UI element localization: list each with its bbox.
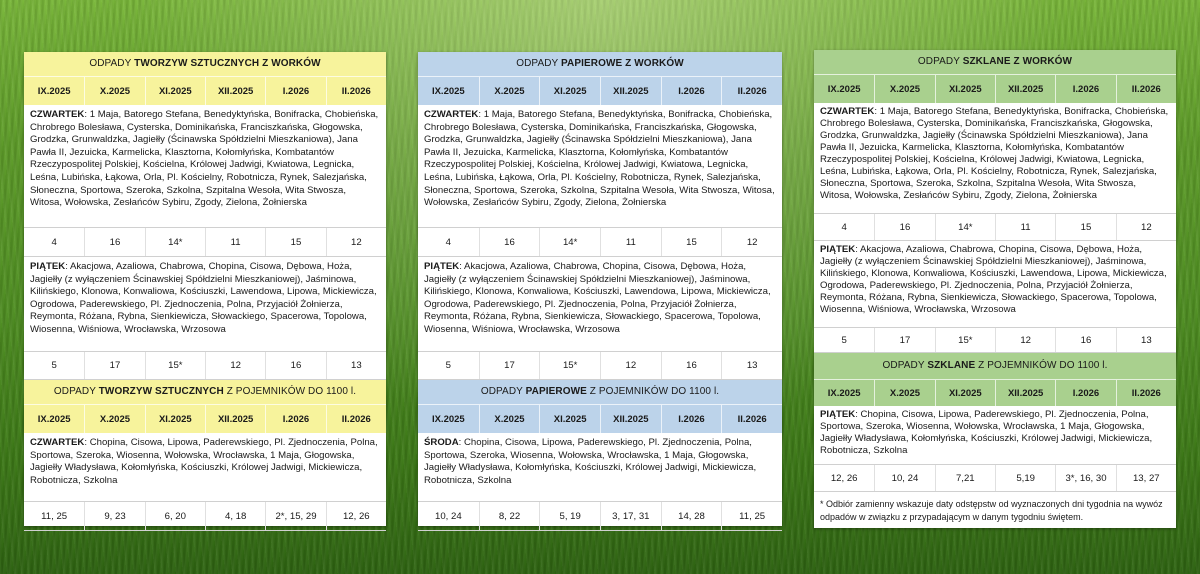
date-cell: 12, 26 bbox=[830, 472, 858, 484]
date-cell: 12 bbox=[1116, 214, 1176, 240]
date-cell: 11, 25 bbox=[721, 502, 782, 530]
month-header: II.2026 bbox=[1116, 75, 1176, 103]
month-header: IX.2025 bbox=[827, 387, 861, 399]
date-cell: 5, 19 bbox=[539, 502, 600, 530]
day-label: ŚRODA bbox=[424, 437, 459, 448]
month-header: II.2026 bbox=[326, 77, 386, 105]
thursday-streets bbox=[814, 103, 1176, 213]
date-cell: 12 bbox=[205, 352, 265, 379]
month-header: XII.2025 bbox=[600, 77, 661, 105]
dates-row bbox=[418, 351, 782, 380]
month-row bbox=[814, 379, 1176, 406]
date-cell: 10, 24 bbox=[874, 465, 934, 491]
date-cell: 5,19 bbox=[995, 465, 1055, 491]
friday-streets bbox=[418, 257, 782, 351]
month-header: IX.2025 bbox=[827, 83, 861, 95]
header-text: ODPADY bbox=[53, 386, 99, 397]
header-text: ODPADY bbox=[516, 58, 562, 69]
header-bold: TWORZYW SZTUCZNYCH Z WORKÓW bbox=[134, 58, 321, 69]
month-header: X.2025 bbox=[84, 77, 144, 105]
container-streets bbox=[418, 433, 782, 501]
month-header: IX.2025 bbox=[431, 85, 465, 97]
header-text: ODPADY bbox=[89, 58, 135, 69]
month-header: X.2025 bbox=[479, 405, 540, 433]
date-cell: 15* bbox=[145, 352, 205, 379]
month-row bbox=[814, 74, 1176, 103]
friday-streets bbox=[814, 241, 1176, 327]
date-cell: 13 bbox=[721, 352, 782, 379]
date-cell: 3, 17, 31 bbox=[600, 502, 661, 530]
month-row bbox=[24, 76, 386, 105]
date-cell: 4 bbox=[51, 236, 57, 248]
date-cell: 14* bbox=[539, 228, 600, 256]
month-header: XI.2025 bbox=[935, 380, 995, 406]
header-text: ODPADY bbox=[917, 56, 963, 67]
container-streets bbox=[814, 406, 1176, 464]
month-header: X.2025 bbox=[84, 405, 144, 433]
date-cell: 5 bbox=[445, 360, 451, 371]
street-list: : 1 Maja, Batorego Stefana, Benedyktyńska, Bonifracka, Chobieńska, Chrobrego Bolesława, Cysterska, Dominikańska, Franciszkańska, Głogowska, Grodzka, Grunwaldzka, Jagiełły (Ścinawska Spółdzielni Mieszkaniowa), Jana Pawła II, Jezuicka, Karmelicka, Klasztorna, Kołomłyńska, Kombatantów Rzeczypospolitej Polskiej, Kościelna, Królowej Jadwigi, Kwiatowa, Legnicka, Leśna, Lubińska, Łąkowa, Orla, Pl. Kościelny, Robotnicza, Rynek, Salezjańska, Słoneczna, Sportowa, Szeroka, Szkolna, Szpitalna Wesoła, Wita Stwosza, Witosa, Wołowska, Zesłańców Sybiru, Zgody, Zielona, Żołnierska bbox=[820, 106, 1169, 201]
dates-row bbox=[814, 327, 1176, 353]
month-header: I.2026 bbox=[661, 77, 722, 105]
dates-row bbox=[418, 227, 782, 257]
street-list: : Chopina, Cisowa, Lipowa, Paderewskiego, Pl. Zjednoczenia, Polna, Sportowa, Szeroka, Wiosenna, Wołowska, Wrocławska, 1 Maja, Głogowska, Jagiełły Władysława, Kołomłyńska, Kościuszki, Królowej Jadwigi, Mickiewicza, Robotnicza, Szkolna bbox=[820, 409, 1153, 456]
street-list: : Akacjowa, Azaliowa, Chabrowa, Chopina, Cisowa, Dębowa, Hoża, Jagiełły (z wyłączeniem Ścinawskiej Spółdzielni Mieszkaniowej), Jaśminowa, Kilińskiego, Klonowa, Konwaliowa, Kościuszki, Lawendowa, Lipowa, Mickiewicza, Ogrodowa, Paderewskiego, Pl. Zjednoczenia, Polna, Przyjaciół Żołnierza, Reymonta, Różana, Rybna, Sienkiewicza, Słowackiego, Spacerowa, Topolowa, Wiosenna, Wiśniowa, Wrocławska, Wrzosowa bbox=[30, 261, 377, 335]
date-cell: 3*, 16, 30 bbox=[1055, 465, 1115, 491]
glass-panel bbox=[814, 50, 1176, 528]
date-cell: 12 bbox=[600, 352, 661, 379]
month-header: I.2026 bbox=[661, 405, 722, 433]
date-cell: 7,21 bbox=[935, 465, 995, 491]
month-header: XI.2025 bbox=[935, 75, 995, 103]
month-header: I.2026 bbox=[1055, 380, 1115, 406]
month-header: XII.2025 bbox=[600, 405, 661, 433]
header-text: Z POJEMNIKÓW DO 1100 l. bbox=[586, 386, 720, 397]
date-cell: 4 bbox=[841, 221, 847, 233]
header-bold: PAPIEROWE Z WORKÓW bbox=[561, 58, 684, 69]
street-list: : Akacjowa, Azaliowa, Chabrowa, Chopina, Cisowa, Dębowa, Hoża, Jagiełły (z wyłączeniem Ścinawskiej Spółdzielni Mieszkaniowej), Jaśminowa, Kilińskiego, Klonowa, Konwaliowa, Kościuszki, Lawendowa, Lipowa, Mickiewicza, Ogrodowa, Paderewskiego, Pl. Zjednoczenia, Polna, Przyjaciół Żołnierza, Reymonta, Różana, Rybna, Sienkiewicza, Słowackiego, Spacerowa, Topolowa, Wiosenna, Wiśniowa, Wrocławska, Wrzosowa bbox=[820, 244, 1167, 315]
day-label: CZWARTEK bbox=[424, 109, 479, 120]
date-cell: 4, 18 bbox=[205, 502, 265, 530]
day-label: CZWARTEK bbox=[30, 109, 85, 120]
section-header bbox=[814, 353, 1176, 379]
month-header: II.2026 bbox=[721, 77, 782, 105]
date-cell: 13 bbox=[326, 352, 386, 379]
dates-row bbox=[24, 501, 386, 531]
date-cell: 16 bbox=[479, 228, 540, 256]
date-cell: 16 bbox=[874, 214, 934, 240]
date-cell: 12 bbox=[721, 228, 782, 256]
footnote: * Odbiór zamienny wskazuje daty odstępstw od wyznaczonych dni tygodnia na wywóz odpadów w związku z przypadającym w danym tygodniu świętem. bbox=[820, 499, 1163, 522]
section-header bbox=[24, 380, 386, 404]
month-header: XI.2025 bbox=[145, 77, 205, 105]
thursday-streets bbox=[24, 105, 386, 227]
street-list: : Chopina, Cisowa, Lipowa, Paderewskiego, Pl. Zjednoczenia, Polna, Sportowa, Szeroka, Wiosenna, Wołowska, Wrocławska, 1 Maja, Głogowska, Jagiełły Władysława, Kołomłyńska, Kościuszki, Królowej Jadwigi, Mickiewicza, Robotnicza, Szkolna bbox=[30, 437, 378, 486]
street-list: : Akacjowa, Azaliowa, Chabrowa, Chopina, Cisowa, Dębowa, Hoża, Jagiełły (z wyłączeniem Ścinawskiej Spółdzielni Mieszkaniowej), Jaśminowa, Kilińskiego, Klonowa, Konwaliowa, Kościuszki, Lawendowa, Lipowa, Mickiewicza, Ogrodowa, Paderewskiego, Pl. Zjednoczenia, Polna, Przyjaciół Żołnierza, Reymonta, Różana, Rybna, Sienkiewicza, Słowackiego, Spacerowa, Topolowa, Wiosenna, Wiśniowa, Wrocławska, Wrzosowa bbox=[424, 261, 771, 335]
day-label: CZWARTEK bbox=[820, 106, 875, 117]
month-header: IX.2025 bbox=[37, 413, 71, 425]
thursday-streets bbox=[418, 105, 782, 227]
date-cell: 11 bbox=[205, 228, 265, 256]
day-label: PIĄTEK bbox=[820, 409, 856, 420]
header-text: ODPADY bbox=[882, 360, 928, 371]
header-bold: SZKLANE Z WORKÓW bbox=[962, 56, 1073, 67]
date-cell: 16 bbox=[1055, 328, 1115, 352]
month-header: XI.2025 bbox=[145, 405, 205, 433]
section-header bbox=[814, 50, 1176, 74]
date-cell: 16 bbox=[661, 352, 722, 379]
date-cell: 13, 27 bbox=[1116, 465, 1176, 491]
month-header: XI.2025 bbox=[539, 405, 600, 433]
date-cell: 17 bbox=[84, 352, 144, 379]
date-cell: 15* bbox=[539, 352, 600, 379]
date-cell: 17 bbox=[874, 328, 934, 352]
dates-row bbox=[418, 501, 782, 531]
date-cell: 15 bbox=[1055, 214, 1115, 240]
day-label: PIĄTEK bbox=[820, 244, 856, 255]
month-header: XI.2025 bbox=[539, 77, 600, 105]
date-cell: 14* bbox=[935, 214, 995, 240]
date-cell: 17 bbox=[479, 352, 540, 379]
month-header: XII.2025 bbox=[995, 75, 1055, 103]
month-header: II.2026 bbox=[326, 405, 386, 433]
month-header: I.2026 bbox=[1055, 75, 1115, 103]
plastic-panel bbox=[24, 52, 386, 526]
section-header bbox=[418, 380, 782, 404]
dates-row bbox=[814, 464, 1176, 492]
friday-streets bbox=[24, 257, 386, 351]
month-header: I.2026 bbox=[265, 77, 325, 105]
date-cell: 12 bbox=[326, 228, 386, 256]
street-list: : Chopina, Cisowa, Lipowa, Paderewskiego, Pl. Zjednoczenia, Polna, Sportowa, Szeroka, Wiosenna, Wołowska, Wrocławska, 1 Maja, Głogowska, Jagiełły Władysława, Kołomłyńska, Kościuszki, Królowej Jadwigi, Mickiewicza, Robotnicza, Szkolna bbox=[424, 437, 757, 486]
header-bold: TWORZYW SZTUCZNYCH bbox=[98, 386, 224, 397]
month-row bbox=[418, 404, 782, 433]
month-header: XII.2025 bbox=[205, 77, 265, 105]
header-text: Z POJEMNIKÓW DO 1100 l. bbox=[975, 360, 1108, 371]
day-label: PIĄTEK bbox=[424, 261, 460, 272]
month-header: IX.2025 bbox=[431, 413, 465, 425]
date-cell: 16 bbox=[84, 228, 144, 256]
section-header bbox=[418, 52, 782, 76]
paper-panel bbox=[418, 52, 782, 526]
month-header: II.2026 bbox=[721, 405, 782, 433]
month-header: X.2025 bbox=[874, 380, 934, 406]
dates-row bbox=[24, 351, 386, 380]
day-label: CZWARTEK bbox=[30, 437, 85, 448]
month-header: X.2025 bbox=[874, 75, 934, 103]
date-cell: 12, 26 bbox=[326, 502, 386, 530]
date-cell: 10, 24 bbox=[434, 510, 462, 522]
date-cell: 6, 20 bbox=[145, 502, 205, 530]
dates-row bbox=[24, 227, 386, 257]
date-cell: 11 bbox=[995, 214, 1055, 240]
header-bold: PAPIEROWE bbox=[525, 386, 587, 397]
day-label: PIĄTEK bbox=[30, 261, 66, 272]
dates-row bbox=[814, 213, 1176, 241]
street-list: : 1 Maja, Batorego Stefana, Benedyktyńska, Bonifracka, Chobieńska, Chrobrego Bolesława, Cysterska, Dominikańska, Franciszkańska, Głogowska, Grodzka, Grunwaldzka, Jagiełły (Ścinawska Spółdzielni Mieszkaniowa), Jana Pawła II, Jezuicka, Karmelicka, Klasztorna, Kołomłyńska, Kombatantów Rzeczypospolitej Polskiej, Kościelna, Królowej Jadwigi, Kwiatowa, Legnicka, Leśna, Lubińska, Łąkowa, Orla, Pl. Kościelny, Robotnicza, Rynek, Salezjańska, Słoneczna, Sportowa, Szeroka, Szkolna, Szpitalna Wesoła, Wita Stwosza, Witosa, Wołowska, Zesłańców Sybiru, Zgody, Zielona, Żołnierska bbox=[30, 109, 379, 209]
month-header: XII.2025 bbox=[205, 405, 265, 433]
date-cell: 12 bbox=[995, 328, 1055, 352]
date-cell: 11 bbox=[600, 228, 661, 256]
date-cell: 9, 23 bbox=[84, 502, 144, 530]
date-cell: 15 bbox=[661, 228, 722, 256]
date-cell: 5 bbox=[51, 360, 57, 371]
date-cell: 11, 25 bbox=[41, 510, 68, 522]
month-header: XII.2025 bbox=[995, 380, 1055, 406]
header-text: Z POJEMNIKÓW DO 1100 l. bbox=[223, 386, 357, 397]
date-cell: 2*, 15, 29 bbox=[265, 502, 325, 530]
month-header: I.2026 bbox=[265, 405, 325, 433]
month-header: X.2025 bbox=[479, 77, 540, 105]
header-text: ODPADY bbox=[480, 386, 526, 397]
month-header: IX.2025 bbox=[37, 85, 71, 97]
date-cell: 4 bbox=[445, 236, 451, 248]
month-row bbox=[24, 404, 386, 433]
date-cell: 13 bbox=[1116, 328, 1176, 352]
section-header bbox=[24, 52, 386, 76]
date-cell: 5 bbox=[841, 334, 847, 346]
month-header: II.2026 bbox=[1116, 380, 1176, 406]
header-bold: SZKLANE bbox=[927, 360, 976, 371]
date-cell: 16 bbox=[265, 352, 325, 379]
date-cell: 15* bbox=[935, 328, 995, 352]
date-cell: 15 bbox=[265, 228, 325, 256]
street-list: : 1 Maja, Batorego Stefana, Benedyktyńska, Bonifracka, Chobieńska, Chrobrego Bolesława, Cysterska, Dominikańska, Franciszkańska, Głogowska, Grodzka, Grunwaldzka, Jagiełły (Ścinawska Spółdzielni Mieszkaniowa), Jana Pawła II, Jezuicka, Karmelicka, Klasztorna, Kołomłyńska, Kombatantów Rzeczypospolitej Polskiej, Kościelna, Królowej Jadwigi, Kwiatowa, Legnicka, Leśna, Lubińska, Łąkowa, Orla, Pl. Kościelny, Robotnicza, Rynek, Salezjańska, Słoneczna, Sportowa, Szeroka, Szkolna, Szpitalna Wesoła, Wita Stwosza, Witosa, Wołowska, Zesłańców Sybiru, Zgody, Zielona, Żołnierska bbox=[424, 109, 775, 209]
month-row bbox=[418, 76, 782, 105]
date-cell: 14, 28 bbox=[661, 502, 722, 530]
date-cell: 8, 22 bbox=[479, 502, 540, 530]
container-streets bbox=[24, 433, 386, 501]
date-cell: 14* bbox=[145, 228, 205, 256]
